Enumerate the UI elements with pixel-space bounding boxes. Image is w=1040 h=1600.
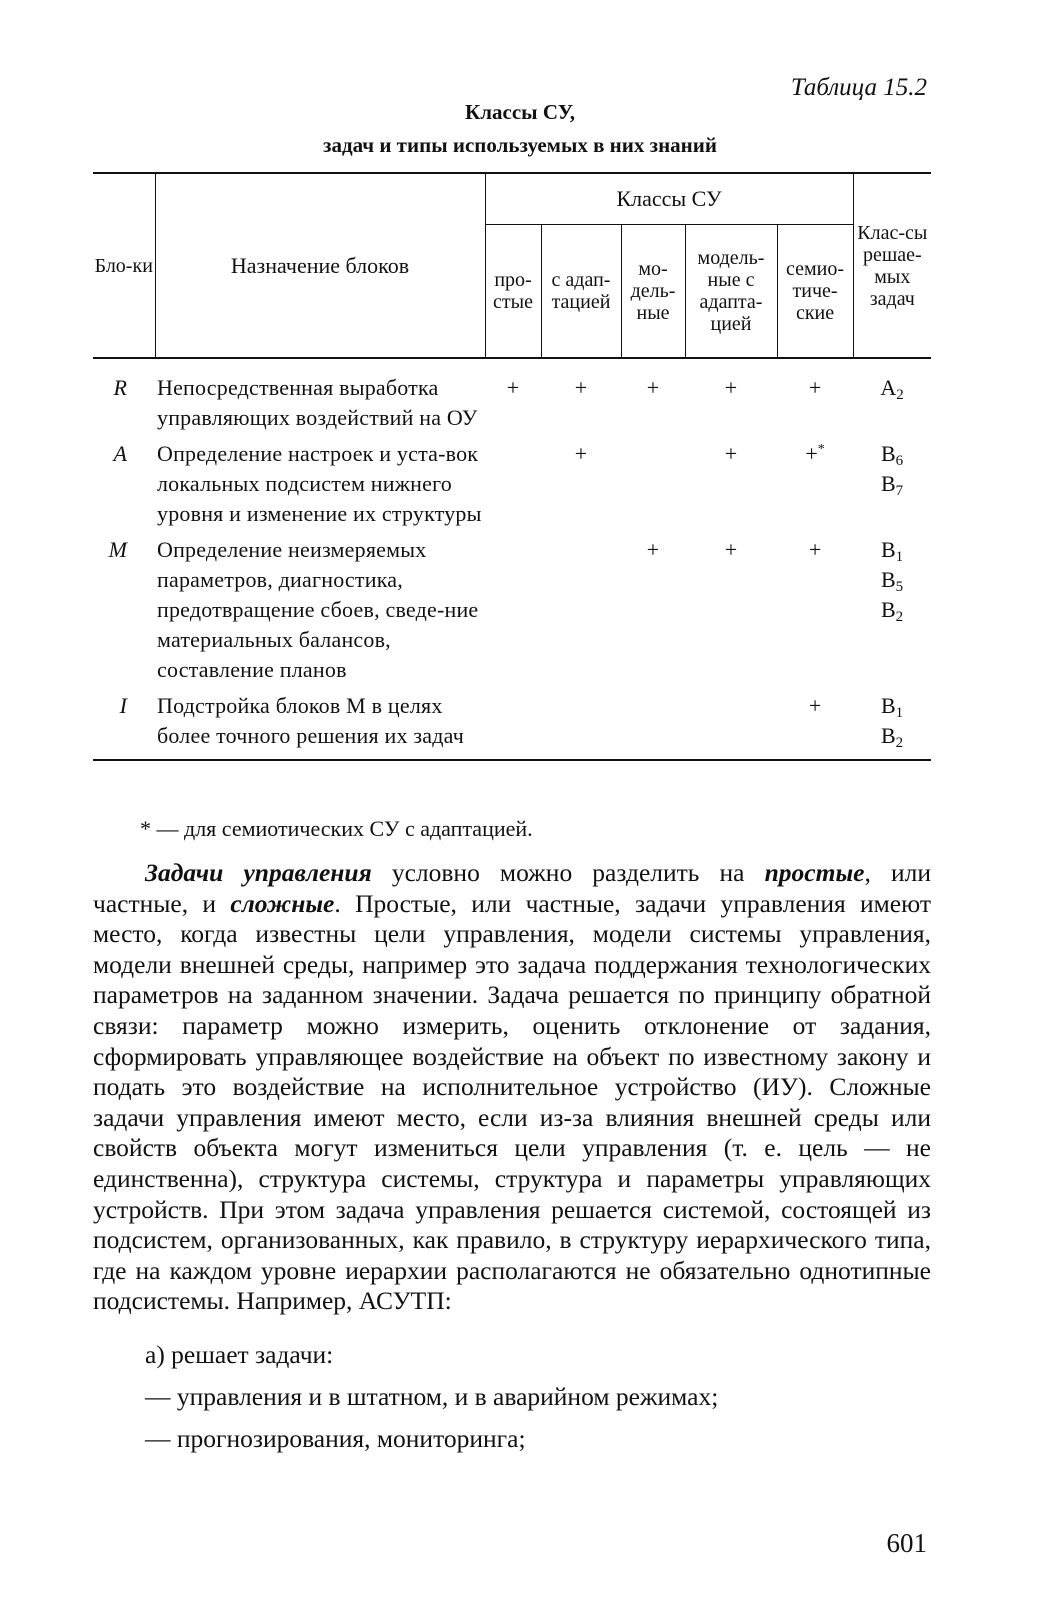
mark-model <box>621 691 685 760</box>
row-block: I <box>93 691 155 760</box>
task-class: $А_2$ <box>880 375 904 403</box>
header-semiotic: семио-тиче-ские <box>777 225 853 359</box>
row-task-classes <box>853 691 931 760</box>
mark-semiotic: + <box>808 537 822 562</box>
row-purpose: Непосредственная выработка управляющих воздействий на ОУ <box>157 375 478 430</box>
header-adaptive: с адап-тацией <box>541 225 621 359</box>
row-task-classes <box>853 358 931 439</box>
mark-semiotic: + <box>777 691 853 760</box>
header-purpose: Назначение блоков <box>155 173 485 358</box>
classes-table <box>93 172 931 761</box>
table-row <box>93 439 931 535</box>
table-caption-line-2: задач и типы используемых в них знаний <box>323 133 717 157</box>
task-class: $В_1$ <box>880 693 904 721</box>
header-model-adaptive: модель-ные с адапта-цией <box>685 225 777 359</box>
mark-semiotic: + <box>808 375 822 400</box>
mark-adaptive: + <box>574 375 588 400</box>
body-paragraph: Задачи управления условно можно разделить на простые, или частные, и сложные. Простые, или частные, задачи управления имеют место, когда известны цели управления, модели системы управления, модели внешней среды, например это задача поддержания технологических параметров на заданном значении. Задача решается по принципу обратной связи: параметр можно измерить, оценить отклонение от задания, сформировать управляющее воздействие на объект по известному закону и подать это воздействие на исполнительное устройство (ИУ). Сложные задачи управления имеют место, если из-за влияния внешней среды или свойств объекта могут измениться цели управления (т. е. цель — не единственна), структура системы, структура и параметры управляющих устройств. При этом задача управления решается системой, состоящей из подсистем, организованных, как правило, в структуру иерархического типа, где на каждом уровне иерархии располагаются не обязательно однотипные подсистемы. Например, АСУТП: <box>93 858 931 1316</box>
row-purpose: Подстройка блоков М в целях более точного решения их задач <box>155 691 485 760</box>
task-class: $В_5$ <box>880 567 904 595</box>
row-task-classes <box>853 535 931 691</box>
mark-model: + <box>646 375 660 400</box>
mark-model-adaptive: + <box>724 441 738 466</box>
row-purpose: Определение настроек и уста-вок локальных подсистем нижнего уровня и изменение их структуры <box>157 441 482 526</box>
row-block: M <box>108 537 127 562</box>
mark-semiotic: +* <box>805 441 825 466</box>
term-simple: простые <box>764 858 865 887</box>
term-control-tasks: Задачи управления <box>145 858 372 887</box>
task-class: $В_1$ <box>880 537 904 565</box>
row-block: R <box>113 375 127 400</box>
footnote-marker: * <box>817 442 825 457</box>
task-class: $В_6$ <box>880 441 904 469</box>
mark-simple <box>485 439 541 535</box>
mark-adaptive <box>541 691 621 760</box>
table-row <box>93 691 931 760</box>
page-number: 601 <box>886 1528 927 1558</box>
list-item: — управления и в штатном, и в аварийном режимах; <box>145 1382 719 1411</box>
list-item-a: а) решает задачи: <box>145 1340 334 1369</box>
mark-model-adaptive: + <box>724 375 738 400</box>
header-classes-su: Классы СУ <box>485 173 853 225</box>
task-class: $В_7$ <box>880 471 904 499</box>
mark-simple: + <box>506 375 520 400</box>
header-model: мо-дель-ные <box>621 225 685 359</box>
table-row <box>93 535 931 691</box>
header-simple: про-стые <box>485 225 541 359</box>
table-number-label: Таблица 15.2 <box>790 74 927 101</box>
mark-model-adaptive: + <box>724 537 738 562</box>
mark-adaptive <box>541 535 621 691</box>
mark-model-adaptive <box>685 691 777 760</box>
mark-model <box>621 439 685 535</box>
task-class: $В_2$ <box>880 723 904 751</box>
table-caption-line-1: Классы СУ, <box>465 100 575 124</box>
table-row <box>93 358 931 439</box>
list-item: — прогнозирования, мониторинга; <box>145 1424 526 1453</box>
mark-simple <box>485 691 541 760</box>
row-purpose: Определение неизмеряемых параметров, диагностика, предотвращение сбоев, сведе-ние материальных балансов, составление планов <box>157 537 479 682</box>
mark-model: + <box>646 537 660 562</box>
header-task-classes: Клас-сы решае-мых задач <box>853 173 931 358</box>
task-class: $В_2$ <box>880 597 904 625</box>
term-complex: сложные <box>230 888 335 918</box>
row-task-classes <box>853 439 931 535</box>
header-blocks: Бло-ки <box>93 173 155 358</box>
mark-adaptive: + <box>574 441 588 466</box>
row-block: A <box>113 441 127 466</box>
table-footnote: * — для семиотических СУ с адаптацией. <box>140 816 533 841</box>
mark-simple <box>485 535 541 691</box>
